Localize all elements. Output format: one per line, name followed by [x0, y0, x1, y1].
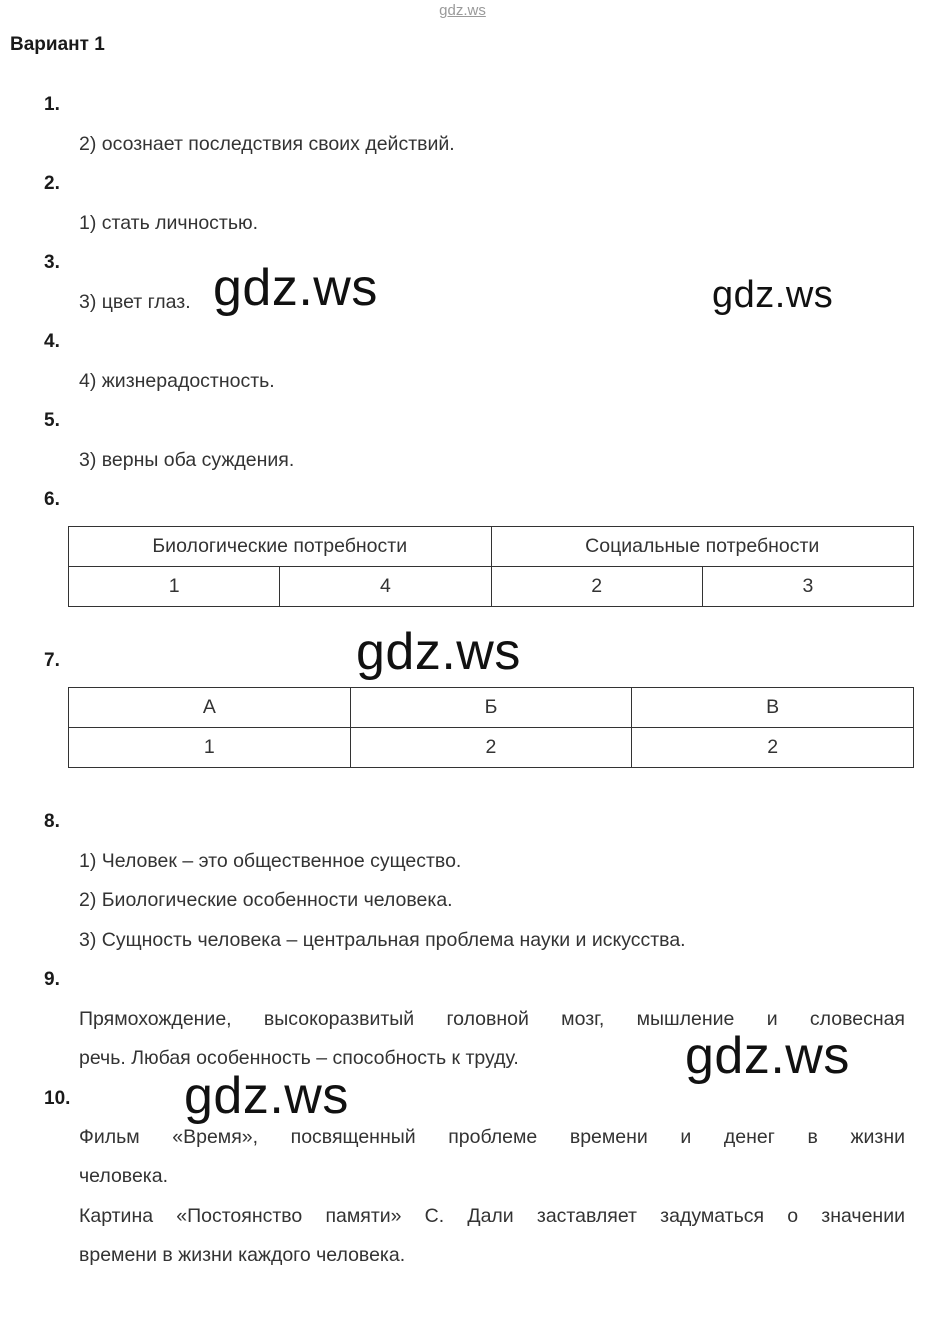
- answer-10-line-4: времени в жизни каждого человека.: [79, 1244, 406, 1266]
- answer-2: 1) стать личностью.: [79, 212, 259, 234]
- answer-3: 3) цвет глаз.: [79, 291, 191, 313]
- question-number-5: 5.: [44, 410, 60, 431]
- table-header-b: Б: [350, 688, 632, 728]
- answer-8-line-3: 3) Сущность человека – центральная проблема науки и искусства.: [79, 929, 686, 951]
- question-number-10: 10.: [44, 1088, 71, 1109]
- question-number-9: 9.: [44, 969, 60, 990]
- watermark: gdz.ws: [712, 274, 834, 316]
- table-header-biological: Биологические потребности: [69, 527, 492, 567]
- answer-5: 3) верны оба суждения.: [79, 449, 295, 471]
- site-mark-top: gdz.ws: [439, 2, 486, 19]
- table-cell: 4: [280, 567, 491, 607]
- question-number-8: 8.: [44, 811, 60, 832]
- answer-8-line-2: 2) Биологические особенности человека.: [79, 889, 453, 911]
- question-number-7: 7.: [44, 650, 60, 671]
- question-number-2: 2.: [44, 173, 60, 194]
- answer-9-line-1: Прямохождение, высокоразвитый головной мозг, мышление и словесная: [79, 1008, 905, 1030]
- table-header-v: В: [632, 688, 914, 728]
- watermark: gdz.ws: [213, 259, 378, 317]
- watermark: gdz.ws: [184, 1067, 349, 1125]
- watermark: gdz.ws: [356, 623, 521, 681]
- question-number-4: 4.: [44, 331, 60, 352]
- table-cell: 2: [632, 728, 914, 768]
- variant-title: Вариант 1: [10, 34, 105, 55]
- question-number-3: 3.: [44, 252, 60, 273]
- answer-10-line-1: Фильм «Время», посвященный проблеме времени и денег в жизни: [79, 1126, 905, 1148]
- table-cell: 2: [491, 567, 702, 607]
- table-cell: 1: [69, 567, 280, 607]
- answer-8-line-1: 1) Человек – это общественное существо.: [79, 850, 462, 872]
- needs-table: [68, 526, 914, 607]
- answer-4: 4) жизнерадостность.: [79, 370, 275, 392]
- matching-table: [68, 687, 914, 768]
- answer-10-line-2: человека.: [79, 1165, 169, 1187]
- watermark: gdz.ws: [685, 1027, 850, 1085]
- table-header-social: Социальные потребности: [491, 527, 914, 567]
- table-cell: 1: [69, 728, 351, 768]
- answer-9-line-2: речь. Любая особенность – способность к труду.: [79, 1047, 519, 1069]
- table-header-a: А: [69, 688, 351, 728]
- question-number-6: 6.: [44, 489, 60, 510]
- answer-10-line-3: Картина «Постоянство памяти» С. Дали заставляет задуматься о значении: [79, 1205, 905, 1227]
- table-cell: 3: [702, 567, 913, 607]
- answer-1: 2) осознает последствия своих действий.: [79, 133, 455, 155]
- table-cell: 2: [350, 728, 632, 768]
- question-number-1: 1.: [44, 94, 60, 115]
